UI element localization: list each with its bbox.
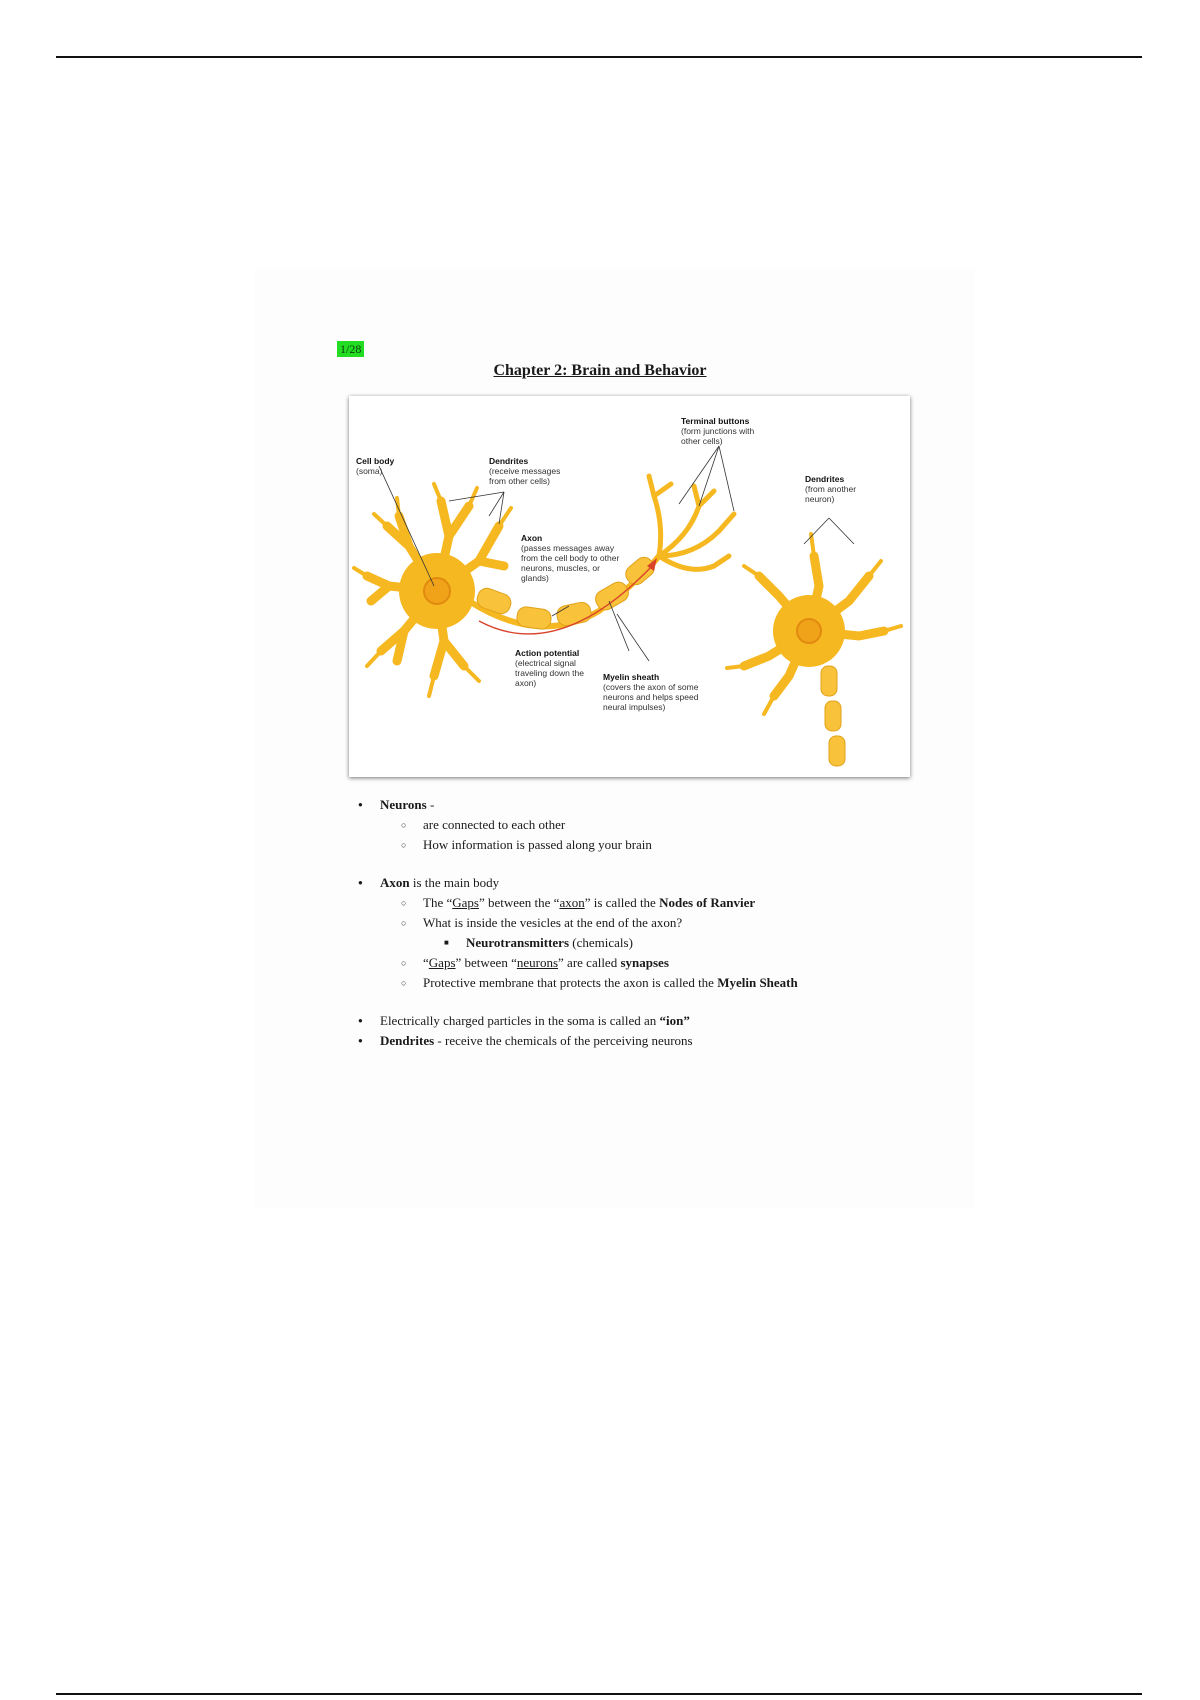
- sub-bullet-synapses: ○ “Gaps” between “neurons” are called synapses: [356, 953, 916, 973]
- label-action-potential: Action potential (electrical signal traveling down the axon): [515, 648, 584, 688]
- label-cell-body: Cell body (soma): [356, 456, 395, 476]
- sub-bullet-nodes-of-ranvier: ○ The “Gaps” between the “axon” is called the Nodes of Ranvier: [356, 893, 916, 913]
- page-number-badge: 1/28: [337, 341, 364, 357]
- bullet-dendrites: ● Dendrites - receive the chemicals of the perceiving neurons: [356, 1031, 916, 1051]
- footer-rule: [56, 1693, 1142, 1695]
- bullet-neurons: ● Neurons -: [356, 795, 916, 815]
- notes-list: [356, 795, 916, 1051]
- label-dendrites: Dendrites (receive messages from other cells): [489, 456, 561, 486]
- neuron-diagram: [349, 396, 910, 777]
- label-myelin-sheath: Myelin sheath (covers the axon of some neurons and helps speed neural impulses): [603, 672, 699, 712]
- sub-bullet-vesicles: ○ What is inside the vesicles at the end of the axon?: [356, 913, 916, 933]
- bullet-axon: ● Axon is the main body: [356, 873, 916, 893]
- neuron-illustration: [349, 396, 910, 777]
- bullet-ion: ● Electrically charged particles in the soma is called an “ion”: [356, 1011, 916, 1031]
- axon-terminals: [649, 476, 734, 569]
- label-dendrites-other: Dendrites (from another neuron): [805, 474, 857, 504]
- right-neuron: [727, 534, 901, 766]
- sub-bullet: ○ How information is passed along your brain: [356, 835, 916, 855]
- label-terminal-buttons: Terminal buttons (form junctions with other cells): [681, 416, 755, 446]
- header-rule: [56, 56, 1142, 58]
- sub-bullet: ○ are connected to each other: [356, 815, 916, 835]
- label-axon: Axon (passes messages away from the cell body to other neurons, muscles, or glands): [521, 533, 620, 583]
- page-title: Chapter 2: Brain and Behavior: [493, 362, 707, 379]
- sub-bullet-myelin: ○ Protective membrane that protects the axon is called the Myelin Sheath: [356, 973, 916, 993]
- sub-sub-bullet-neurotransmitters: ■ Neurotransmitters (chemicals): [356, 933, 916, 953]
